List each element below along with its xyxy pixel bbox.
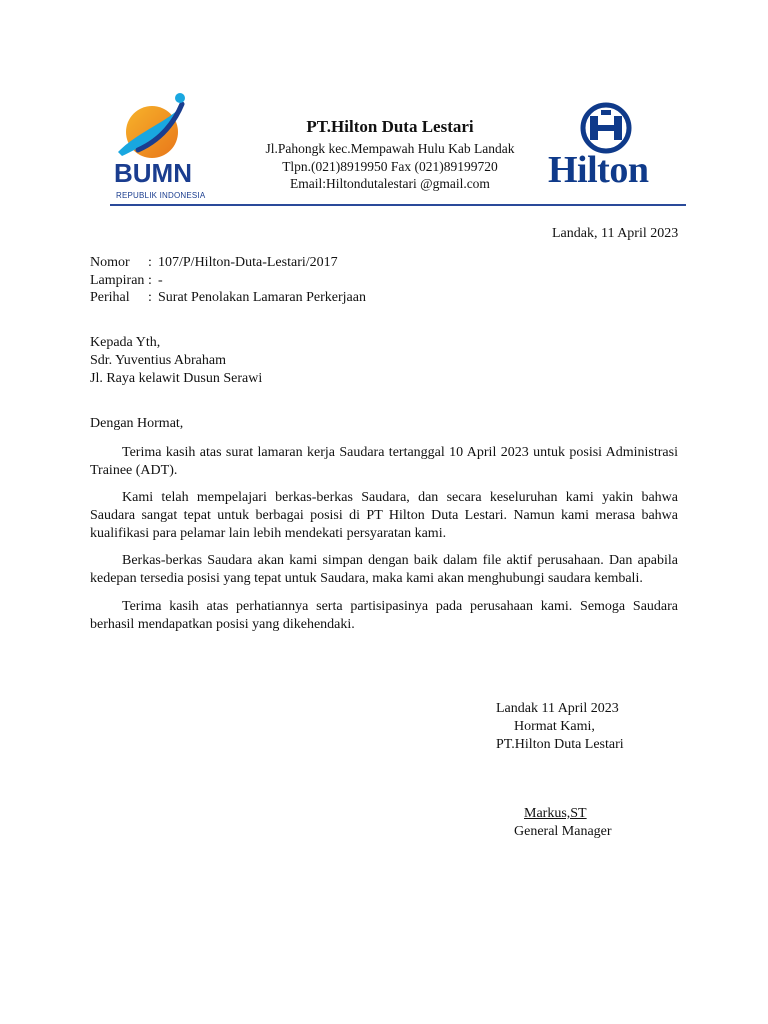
body-paragraph: Kami telah mempelajari berkas-berkas Saudara, dan secara keseluruhan kami yakin bahwa Saudara sangat tepat untuk berbagai posisi di PT Hilton Duta Lestari. Namun kami merasa bahwa kualifikasi para pelamar lain lebih mendekati persyaratan kami. [90, 490, 678, 541]
hilton-logo-text: Hilton [548, 149, 649, 191]
closing-regards: Hormat Kami, [514, 719, 595, 734]
closing-block [496, 700, 624, 754]
letter-meta [90, 254, 366, 307]
meta-value: Surat Penolakan Lamaran Perkerjaan [158, 290, 366, 305]
letter-date: Landak, 11 April 2023 [552, 226, 679, 241]
company-email: Email:Hiltondutalestari @gmail.com [290, 176, 490, 191]
signatory-name: Markus,ST [524, 806, 587, 821]
meta-value: - [158, 272, 163, 288]
meta-key: Lampiran [90, 272, 145, 288]
meta-separator: : [148, 272, 152, 288]
recipient-salutation: Kepada Yth, [90, 335, 161, 350]
body-paragraph: Berkas-berkas Saudara akan kami simpan dengan baik dalam file aktif perusahaan. Dan apabila kedepan tersedia posisi yang tepat untuk Saudara, maka kami akan menghubungi saudara kembali. [90, 553, 678, 586]
meta-row-nomor [90, 254, 366, 272]
meta-key: Perihal [90, 290, 130, 305]
company-phone-fax: Tlpn.(021)8919950 Fax (021)89199720 [282, 158, 498, 174]
meta-row-lampiran [90, 272, 366, 290]
recipient-name: Sdr. Yuventius Abraham [90, 353, 226, 368]
closing-company: PT.Hilton Duta Lestari [496, 737, 624, 752]
bumn-logo-subtext: REPUBLIK INDONESIA [116, 191, 206, 200]
company-name: PT.Hilton Duta Lestari [306, 117, 474, 136]
body-paragraph: Terima kasih atas perhatiannya serta partisipasinya pada perusahaan kami. Semoga Saudara berhasil mendapatkan posisi yang dikehendaki. [90, 599, 678, 632]
meta-row-perihal [90, 289, 366, 307]
letterhead-divider [110, 204, 686, 206]
body-paragraph: Terima kasih atas surat lamaran kerja Saudara tertanggal 10 April 2023 untuk posisi Administrasi Trainee (ADT). [90, 445, 678, 478]
company-header [230, 116, 550, 193]
meta-separator: : [148, 255, 152, 270]
greeting: Dengan Hormat, [90, 416, 184, 431]
recipient-address: Jl. Raya kelawit Dusun Serawi [90, 371, 263, 386]
recipient-block [90, 334, 262, 388]
company-address: Jl.Pahongk kec.Mempawah Hulu Kab Landak [265, 141, 515, 156]
closing-date: Landak 11 April 2023 [496, 701, 619, 716]
meta-separator: : [148, 290, 152, 305]
meta-value: 107/P/Hilton-Duta-Lestari/2017 [158, 255, 338, 270]
meta-key: Nomor [90, 255, 130, 270]
signatory-title: General Manager [514, 824, 612, 839]
bumn-logo-text: BUMN [114, 158, 192, 188]
